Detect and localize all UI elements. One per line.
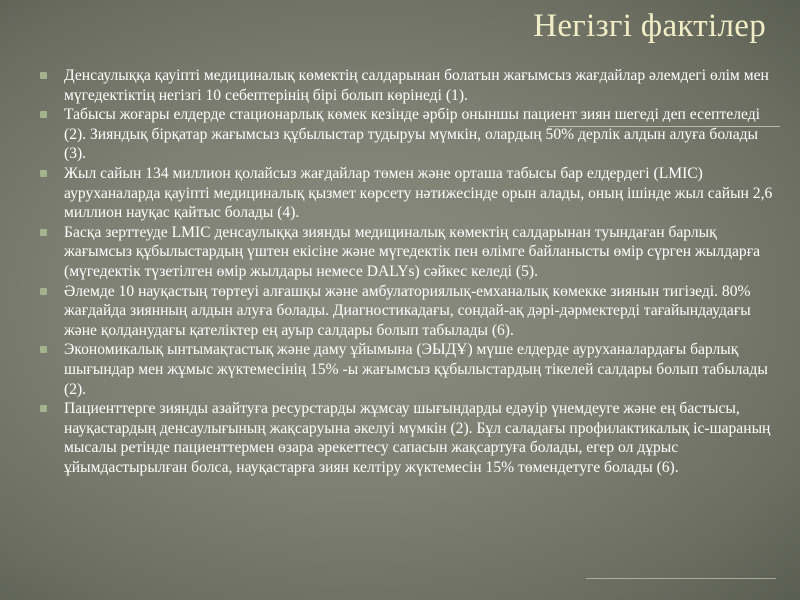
bullet-square-icon [40,72,47,79]
bullet-square-icon [40,405,47,412]
divider-line-bottom [586,578,776,579]
bullet-item [40,340,775,399]
bullet-square-icon [40,288,47,295]
bullet-text: Басқа зерттеуде LMIC денсаулыққа зиянды медициналық көмектің салдарынан туындаған барлық жағымсыз құбылыстардың үштен екісіне және мүгедектік пен өлімге байланысты өмір сүрген жылдарға (мүгедектік түзетілген өмір жылдары немесе DALYs) сәйкес келеді (5). [64,223,761,280]
bullet-square-icon [40,170,47,177]
bullet-text: Әлемде 10 науқастың төртеуі алғашқы және амбулаториялық-емханалық көмекке зиянын тигізеді. 80% жағдайда зиянның алдын алуға болады. Диагностикадағы, сондай-ақ дәрі-дәрмектерді тағайындаудағы және қолданудағы қателіктер ең ауыр салдары болып табылады (6). [64,282,751,339]
bullet-item [40,223,775,282]
bullet-square-icon [40,229,47,236]
bullet-item [40,399,775,477]
bullet-list [40,66,775,477]
bullet-item [40,66,775,105]
bullet-text: Экономикалық ынтымақтастық және даму ұйымына (ЭЫДҰ) мүше елдерде ауруханалардағы барлық шығындар мен жұмыс жүктемесінің 15% -ы жағымсыз құбылыстардың тікелей салдары болып табылады (2). [64,341,768,398]
slide-title: Негізгі фактілер [533,8,766,44]
bullet-item [40,105,775,164]
bullet-text: Денсаулыққа қауіпті медициналық көмектің салдарынан болатын жағымсыз жағдайлар әлемдегі өлім мен мүгедектіктің негізгі 10 себептерінің бірі болып көрінеді (1). [64,67,769,104]
bullet-text: Табысы жоғары елдерде стационарлық көмек кезінде әрбір оныншы пациент зиян шегеді деп есептеледі (2). Зияндық бірқатар жағымсыз құбылыстар тудыруы мүмкін, олардың 50% дерлік алдын алуға болады (3). [64,106,760,163]
bullet-item [40,164,775,223]
bullet-text: Пациенттерге зиянды азайтуға ресурстарды жұмсау шығындарды едәуір үнемдеуге және ең бастысы, науқастардың денсаулығының жақсаруына әкелуі мүмкін (2). Бұл саладағы профилактикалық іс-шараның мысалы ретінде пациенттермен өзара әрекеттесу сапасын жақсартуға болады, егер ол дұрыс ұйымдастырылған болса, науқастарға зиян келтіру жүктемесін 15% төмендетуге болады (6). [64,400,771,476]
bullet-text: Жыл сайын 134 миллион қолайсыз жағдайлар төмен және орташа табысы бар елдердегі (LMIC) ауруханаларда қауіпті медициналық қызмет көрсету нәтижесінде орын алады, оның ішінде жыл сайын 2,6 миллион науқас қайтыс болады (4). [64,164,773,222]
bullet-item [40,282,775,341]
bullet-square-icon [40,346,47,353]
bullet-square-icon [40,111,47,118]
